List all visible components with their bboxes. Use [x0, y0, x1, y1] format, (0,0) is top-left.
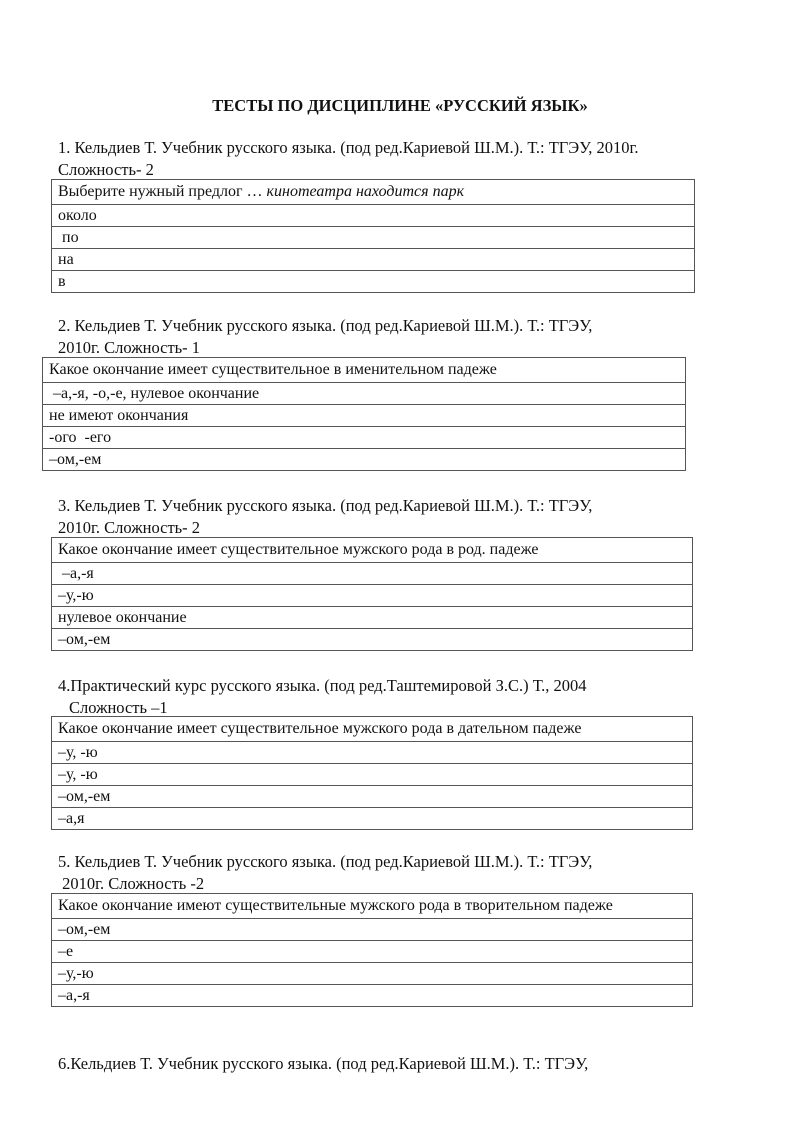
question-4-answer-4: –а,я: [52, 808, 693, 830]
question-1-answer-4: в: [52, 271, 695, 293]
question-1-table: [51, 179, 695, 293]
question-5-answer-2: –е: [52, 941, 693, 963]
question-3-source-line2: 2010г. Сложность- 2: [58, 518, 201, 537]
question-4-source-line2: Сложность –1: [69, 698, 168, 717]
question-5-source-line2: 2010г. Сложность -2: [58, 874, 205, 893]
question-3-table: [51, 537, 693, 651]
question-2-text: Какое окончание имеет существительное в именительном падеже: [43, 358, 686, 383]
question-1-prompt-italic: кинотеатра находится парк: [266, 183, 465, 200]
question-2-answer-4: –ом,-ем: [43, 449, 686, 471]
question-1-answer-1: около: [52, 205, 695, 227]
question-3-answer-3: нулевое окончание: [52, 607, 693, 629]
question-3-source-line1: 3. Кельдиев Т. Учебник русского языка. (под ред.Кариевой Ш.М.). Т.: ТГЭУ,: [58, 496, 593, 515]
question-1-prompt: Выберите нужный предлог …: [58, 183, 263, 200]
question-2-table: [42, 357, 686, 471]
question-4-table: [51, 716, 693, 830]
question-5-source: [58, 851, 592, 895]
question-5-table: [51, 893, 693, 1007]
question-2-source: [58, 315, 592, 359]
question-1-text: [52, 180, 695, 205]
question-4-source: [58, 675, 587, 719]
question-5-answer-3: –у,-ю: [52, 963, 693, 985]
question-3-answer-2: –у,-ю: [52, 585, 693, 607]
question-4-answer-1: –у, -ю: [52, 742, 693, 764]
question-4-source-line1: 4.Практический курс русского языка. (под ред.Таштемировой З.С.) Т., 2004: [58, 676, 587, 695]
question-2-source-line2: 2010г. Сложность- 1: [58, 338, 201, 357]
question-3-text: Какое окончание имеет существительное мужского рода в род. падеже: [52, 538, 693, 563]
question-3-source: [58, 495, 592, 539]
question-4-answer-2: –у, -ю: [52, 764, 693, 786]
page-title: ТЕСТЫ ПО ДИСЦИПЛИНЕ «РУССКИЙ ЯЗЫК»: [212, 96, 588, 115]
question-1-answer-2: по: [52, 227, 695, 249]
question-4-text: Какое окончание имеет существительное мужского рода в дательном падеже: [52, 717, 693, 742]
question-5-answer-4: –а,-я: [52, 985, 693, 1007]
question-3-answer-4: –ом,-ем: [52, 629, 693, 651]
question-6-source: [58, 1053, 588, 1075]
question-5-text: Какое окончание имеют существительные мужского рода в творительном падеже: [52, 894, 693, 919]
question-2-source-line1: 2. Кельдиев Т. Учебник русского языка. (под ред.Кариевой Ш.М.). Т.: ТГЭУ,: [58, 316, 593, 335]
question-5-source-line1: 5. Кельдиев Т. Учебник русского языка. (под ред.Кариевой Ш.М.). Т.: ТГЭУ,: [58, 852, 593, 871]
question-2-answer-2: не имеют окончания: [43, 405, 686, 427]
question-1-source: [58, 137, 638, 181]
question-3-answer-1: –а,-я: [52, 563, 693, 585]
question-6-source-line1: 6.Кельдиев Т. Учебник русского языка. (под ред.Кариевой Ш.М.). Т.: ТГЭУ,: [58, 1054, 589, 1073]
question-5-answer-1: –ом,-ем: [52, 919, 693, 941]
question-2-answer-1: –а,-я, -о,-е, нулевое окончание: [43, 383, 686, 405]
question-1-answer-3: на: [52, 249, 695, 271]
question-4-answer-3: –ом,-ем: [52, 786, 693, 808]
question-1-source-line2: Сложность- 2: [58, 160, 154, 179]
question-2-answer-3: -ого -его: [43, 427, 686, 449]
question-1-source-line1: 1. Кельдиев Т. Учебник русского языка. (под ред.Кариевой Ш.М.). Т.: ТГЭУ, 2010г.: [58, 138, 639, 157]
